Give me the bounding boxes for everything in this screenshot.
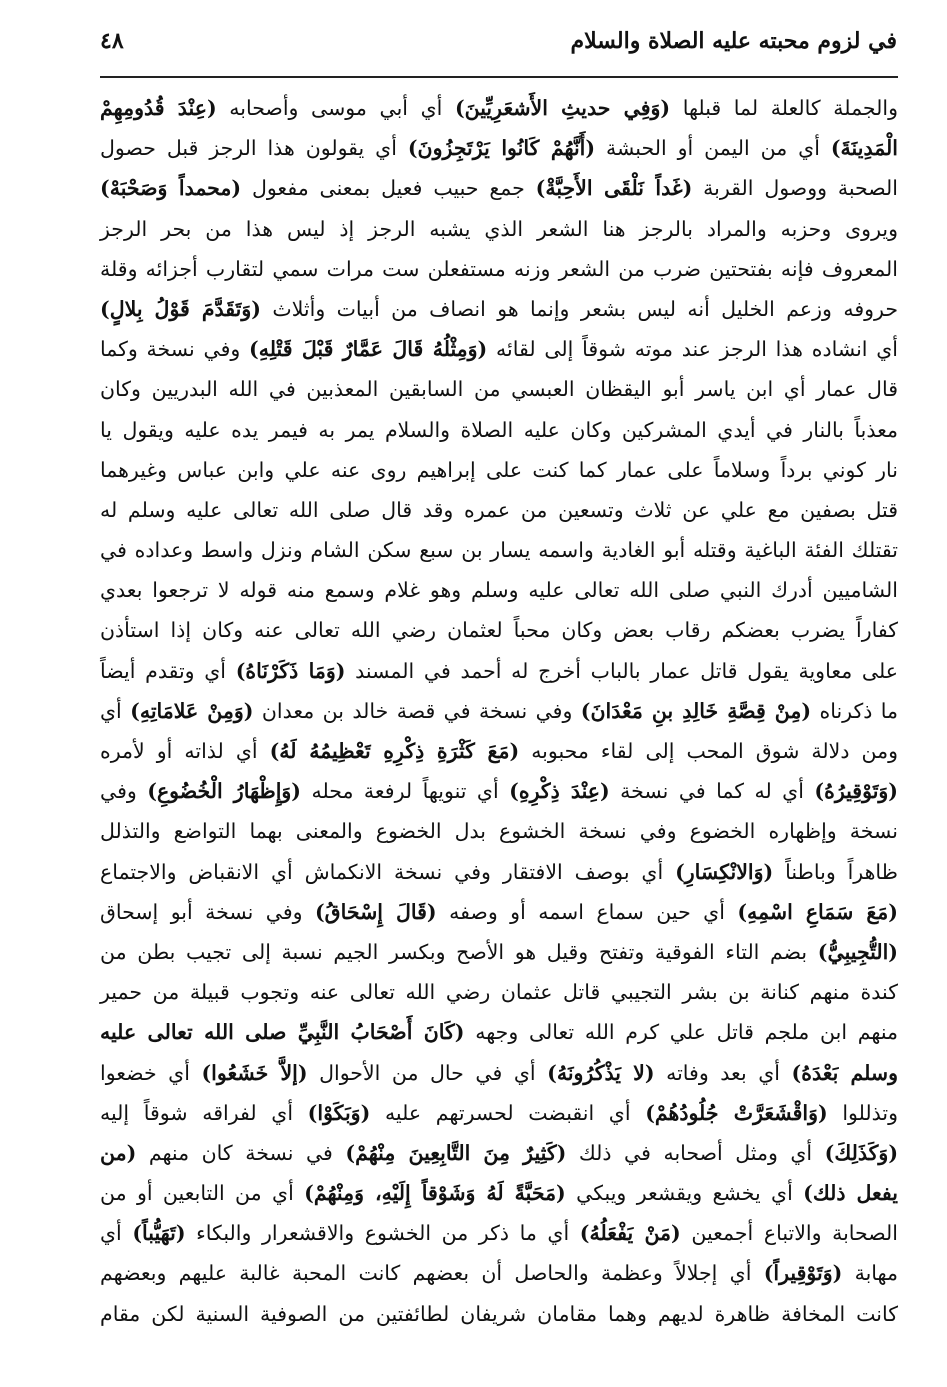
commentary-text: كندة منهم كنانة بن بشر التجيبي قاتل عثمان رضي الله تعالى عنه وتجوب قبيلة من حمير: [100, 980, 898, 1005]
text-line: [100, 530, 898, 570]
matn-quote: (تَهَيُّباً): [132, 1221, 186, 1246]
matn-quote: (أَنَّهُمْ كَانُوا يَرْتَجِزُونَ): [407, 136, 596, 161]
commentary-text: منهم ابن ملجم قاتل علي كرم الله تعالى وجهه: [464, 1020, 898, 1045]
commentary-text: أي له كما في نسخة: [609, 779, 815, 804]
commentary-text: كانت المخافة ظاهرة لديهم وهما مقامان شريفان لطائفتين من الصوفية السنية لكن مقام: [100, 1301, 898, 1326]
commentary-text: أي بعد وفاته: [654, 1060, 792, 1085]
matn-quote: وسلم بَعْدَهُ): [791, 1060, 898, 1085]
commentary-text: في نسخة كان منهم: [136, 1140, 346, 1165]
matn-quote: (وَاقْشَعَرَّتْ جُلُودُهُمْ): [645, 1100, 828, 1125]
text-line: [100, 168, 898, 208]
page-number: ٤٨: [100, 28, 124, 54]
text-line: [100, 610, 898, 650]
matn-quote: (عِنْدَ قُدُومِهِمْ: [100, 96, 217, 120]
text-line: [100, 972, 898, 1012]
commentary-text: أي ومثل أصحابه في ذلك: [566, 1140, 825, 1165]
commentary-text: والجملة كالعلة لما قبلها: [670, 96, 898, 120]
text-line: [100, 1133, 898, 1173]
page-body-text: [100, 88, 898, 1334]
matn-quote: (وَتَوْقِيرُهُ): [814, 779, 899, 804]
matn-quote: (مَحَبَّةً لَهُ وَشَوْقاً إِلَيْهِ، وَمِنْهُمْ): [304, 1181, 566, 1206]
commentary-text: حروفه وزعم الخليل أنه ليس بشعر وإنما هو انصاف من أبيات وأثلاث: [261, 296, 899, 321]
text-line: [100, 88, 898, 128]
matn-quote: (وَمِنْ عَلامَاتِهِ): [130, 698, 254, 723]
matn-quote: (وَبَكَوْا): [307, 1100, 371, 1125]
matn-quote: (وَتَوْقِيراً): [763, 1261, 843, 1286]
commentary-text: أي ما ذكر من الخشوع والاقشعرار والبكاء: [185, 1221, 580, 1246]
matn-quote: (إلاَّ خَشَعُوا): [201, 1060, 308, 1085]
matn-quote: يفعل ذلك): [803, 1181, 898, 1206]
commentary-text: أي: [100, 698, 131, 723]
text-line: [100, 731, 898, 771]
text-line: [100, 1173, 898, 1213]
matn-quote: (من: [100, 1140, 137, 1165]
commentary-text: أي بوصف الافتقار وفي نسخة الانكماش أي الانقباض والاجتماع: [100, 859, 676, 884]
commentary-text: مهابة: [842, 1261, 898, 1286]
commentary-text: أي من اليمن أو الحبشة: [595, 136, 831, 161]
text-line: [100, 1093, 898, 1133]
matn-quote: (لا يَذْكُرُونَهُ): [547, 1060, 655, 1085]
commentary-text: بضم التاء الفوقية وتفتح وقيل هو الأصح وبكسر الجيم نسبة إلى تجيب بطن من: [100, 939, 818, 964]
text-line: [100, 249, 898, 289]
text-line: [100, 410, 898, 450]
matn-quote: (وَمَا ذَكَرْنَاهُ): [235, 658, 346, 683]
matn-quote: (عِنْدَ ذِكْرِهِ): [509, 779, 610, 804]
text-line: [100, 852, 898, 892]
commentary-text: كفاراً يضرب بعضكم رقاب بعض وكان محباً لعثمان رضي الله تعالى عنه وكان إذا استأذن: [100, 618, 898, 643]
commentary-text: الشاميين أدرك النبي صلى الله تعالى عليه وسلم وهو غلام وسمع منه قوله لا ترجعوا بعدي: [100, 578, 898, 603]
commentary-text: أي لذاته أو لأمره: [100, 739, 270, 763]
commentary-text: تقتلك الفئة الباغية وقتله أبو الغادية واسمه يسار بن سبع سكن الشام ونزل واسط وعداده في: [100, 538, 898, 563]
matn-quote: (محمداً وَصَحْبَهْ): [100, 176, 242, 201]
text-line: [100, 811, 898, 851]
commentary-text: ويروى وحزبه والمراد بالرجز هنا الشعر الذي يشبه الرجز إذ ليس هذا من بحر الرجز: [100, 216, 898, 241]
text-line: [100, 691, 898, 731]
commentary-text: أي حين سماع اسمه أو وصفه: [436, 899, 738, 924]
matn-quote: (مَنْ يَفْعَلُهُ): [579, 1221, 681, 1246]
commentary-text: أي انشاده هذا الرجز عند موته شوقاً إلى لقائه: [487, 337, 899, 362]
matn-quote: (وَتَقَدَّمَ قَوْلُ بِلالٍ): [100, 296, 261, 321]
commentary-text: أي يخشع ويقشعر ويبكي: [565, 1181, 804, 1206]
matn-quote: (وَإِظْهَارُ الْخُضُوعِ): [147, 779, 302, 804]
commentary-text: الصحبة ووصول القربة: [692, 176, 898, 201]
text-line: [100, 1053, 898, 1093]
text-line: [100, 128, 898, 168]
commentary-text: وفي: [100, 779, 148, 804]
matn-quote: (كَانَ أَصْحَابُ النَّبِيِّ صلى الله تعالى عليه: [100, 1020, 465, 1045]
matn-quote: (قَالَ إِسْحَاقُ): [314, 899, 437, 924]
commentary-text: وفي نسخة في قصة خالد بن معدان: [253, 698, 581, 723]
commentary-text: الصحابة والاتباع أجمعين: [680, 1221, 898, 1246]
commentary-text: أي تنويهاً لرفعة محله: [301, 779, 510, 804]
text-line: [100, 771, 898, 811]
header-divider: [100, 76, 898, 78]
matn-quote: (غَداً نَلْقَى الأَحِبَّةْ): [535, 176, 693, 201]
commentary-text: أي: [100, 1221, 133, 1246]
commentary-text: نار كوني برداً وسلاماً على عمار كما كنت على إبراهيم روى عنه علي وابن عباس وغيرهما: [100, 457, 898, 482]
matn-quote: (وَالانْكِسَارِ): [675, 859, 774, 884]
commentary-text: أي في حال من الأحوال: [307, 1060, 548, 1085]
matn-quote: (كَثِيرٌ مِنَ التَّابِعِينَ مِنْهُمْ): [345, 1140, 567, 1165]
commentary-text: ما ذكرناه: [811, 698, 899, 723]
commentary-text: أي أبي موسى وأصحابه: [216, 96, 455, 120]
text-line: [100, 1294, 898, 1334]
commentary-text: أي يقولون هذا الرجز قبل حصول: [100, 136, 408, 161]
commentary-text: جمع حبيب فعيل بمعنى مفعول: [241, 176, 536, 201]
commentary-text: أي وتقدم أيضاً: [100, 658, 236, 683]
chapter-title: في لزوم محبته عليه الصلاة والسلام: [570, 28, 897, 54]
text-line: [100, 932, 898, 972]
commentary-text: أي انقبضت لحسرتهم عليه: [370, 1100, 646, 1125]
matn-quote: (التُّجِيبِيُّ): [817, 939, 898, 964]
commentary-text: المعروف فإنه بفتحتين ضرب من الشعر وزنه مستفعلن ست مرات سمي لتقارب أجزائه وقلة: [100, 256, 898, 281]
commentary-text: وفي نسخة أبو إسحاق: [100, 899, 315, 924]
commentary-text: على معاوية يقول قاتل عمار بالباب أخرج له أحمد في المسند: [345, 658, 898, 683]
text-line: [100, 450, 898, 490]
commentary-text: أي إجلالاً وعظمة والحاصل أن بعضهم كانت المحبة غالبة عليهم وبعضهم: [100, 1261, 764, 1286]
commentary-text: ظاهراً وباطناً: [773, 859, 898, 884]
text-line: [100, 1213, 898, 1253]
text-line: [100, 1253, 898, 1293]
text-line: [100, 329, 898, 369]
text-line: [100, 209, 898, 249]
running-header: [100, 28, 897, 68]
matn-quote: (مَعَ سَمَاعِ اسْمِهِ): [737, 899, 898, 924]
text-line: [100, 369, 898, 409]
matn-quote: الْمَدِينَةَ): [830, 136, 898, 161]
commentary-text: أي لفراقه شوقاً إليه: [100, 1100, 308, 1125]
commentary-text: معذباً بالنار في أيدي المشركين وكان عليه الصلاة والسلام يمر به فيمر يده عليه ويقول يا: [100, 417, 898, 442]
matn-quote: (وَمِثْلُهُ قَالَ عَمَّارٌ قَبْلَ قَتْلِهِ): [249, 337, 488, 362]
text-line: [100, 289, 898, 329]
commentary-text: قتل بصفين مع علي عن ثلاث وتسعين من عمره وقد قال صلى الله تعالى عليه وسلم له: [100, 497, 898, 522]
commentary-text: وتذللوا: [827, 1100, 898, 1125]
commentary-text: أي من التابعين أو من: [100, 1181, 305, 1206]
text-line: [100, 651, 898, 691]
commentary-text: نسخة وإظهاره الخضوع وفي نسخة الخشوع بدل الخضوع والمعنى بهما التواضع والتذلل: [100, 819, 898, 844]
matn-quote: (مِنْ قِصَّةِ خَالِدِ بنِ مَعْدَانَ): [580, 698, 812, 723]
text-line: [100, 570, 898, 610]
text-line: [100, 490, 898, 530]
commentary-text: وفي نسخة وكما: [100, 337, 250, 362]
text-line: [100, 1012, 898, 1052]
commentary-text: أي خضعوا: [100, 1060, 202, 1085]
matn-quote: (وَكَذَلِكَ): [824, 1140, 899, 1165]
matn-quote: (مَعَ كَثْرَةِ ذِكْرِهِ تَعْظِيمُهُ لَهُ): [269, 739, 520, 763]
commentary-text: ومن دلالة شوق المحب إلى لقاء محبوبه: [519, 739, 899, 763]
text-line: [100, 892, 898, 932]
matn-quote: (وَفِي حديثِ الأَشعَرِيِّينَ): [454, 96, 671, 120]
commentary-text: قال عمار أي ابن ياسر أبو اليقظان العبسي من السابقين المعذبين في الله البدريين وكان: [100, 377, 898, 402]
